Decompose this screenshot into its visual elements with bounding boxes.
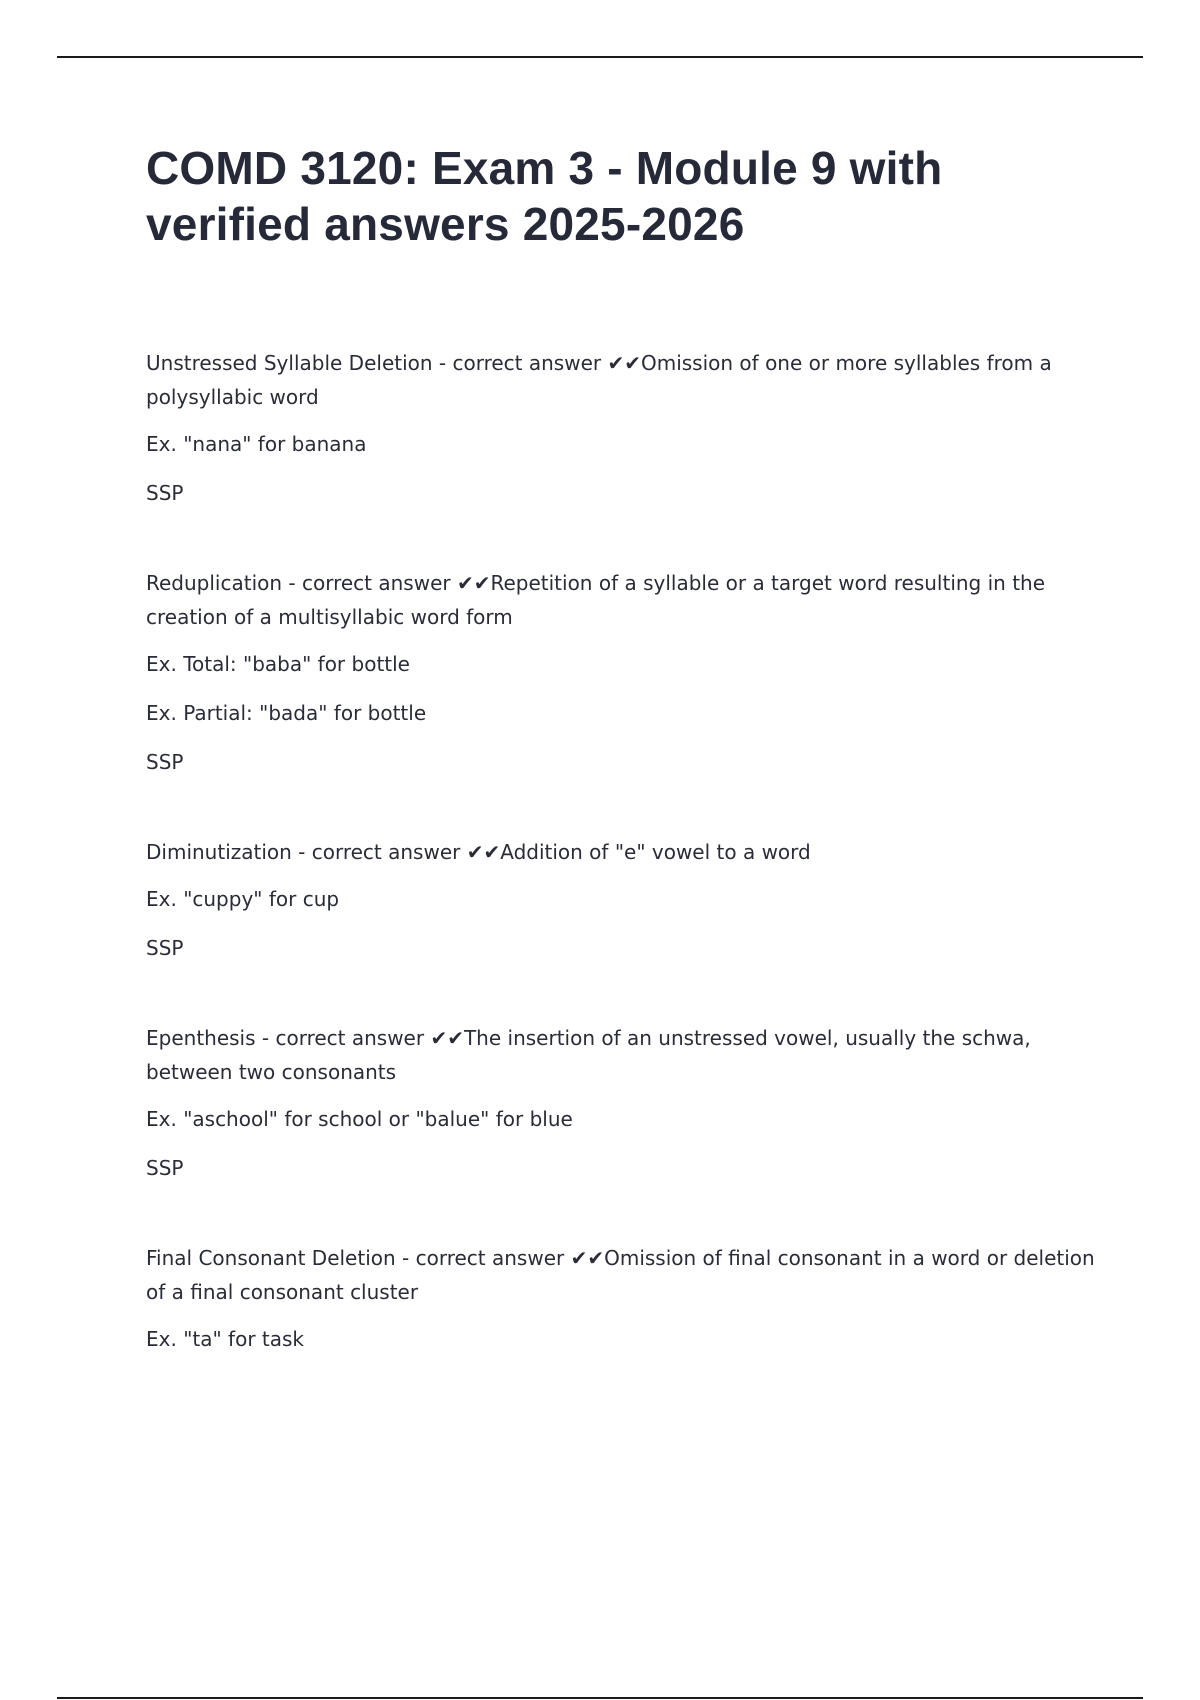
entry-definition: Diminutization - correct answer ✔✔Addition of "e" vowel to a word xyxy=(146,840,811,864)
entry-example: Ex. Partial: "bada" for bottle xyxy=(146,701,427,725)
top-divider xyxy=(57,56,1143,58)
entry-example: Ex. "nana" for banana xyxy=(146,432,367,456)
flashcard-list xyxy=(146,346,1106,1356)
flashcard-entry xyxy=(146,1241,1106,1356)
entry-definition: Unstressed Syllable Deletion - correct answer ✔✔Omission of one or more syllables from a polysyllabic word xyxy=(146,351,1052,409)
flashcard-entry xyxy=(146,566,1106,779)
flashcard-entry xyxy=(146,1021,1106,1185)
entry-example: Ex. "aschool" for school or "balue" for blue xyxy=(146,1107,573,1131)
entry-definition: Epenthesis - correct answer ✔✔The insertion of an unstressed vowel, usually the schwa, between two consonants xyxy=(146,1026,1031,1084)
entry-tag: SSP xyxy=(146,750,184,774)
flashcard-entry xyxy=(146,835,1106,965)
entry-definition: Reduplication - correct answer ✔✔Repetition of a syllable or a target word resulting in the creation of a multisyllabic word form xyxy=(146,571,1046,629)
entry-tag: SSP xyxy=(146,1156,184,1180)
document-body xyxy=(146,140,1106,1412)
entry-tag: SSP xyxy=(146,481,184,505)
bottom-divider xyxy=(57,1697,1143,1699)
document-title: COMD 3120: Exam 3 - Module 9 with verified answers 2025-2026 xyxy=(146,142,943,250)
entry-example: Ex. "cuppy" for cup xyxy=(146,887,340,911)
entry-example: Ex. Total: "baba" for bottle xyxy=(146,652,410,676)
entry-tag: SSP xyxy=(146,936,184,960)
flashcard-entry xyxy=(146,346,1106,510)
entry-definition: Final Consonant Deletion - correct answer ✔✔Omission of final consonant in a word or deletion of a final consonant cluster xyxy=(146,1246,1095,1304)
entry-example: Ex. "ta" for task xyxy=(146,1327,304,1351)
